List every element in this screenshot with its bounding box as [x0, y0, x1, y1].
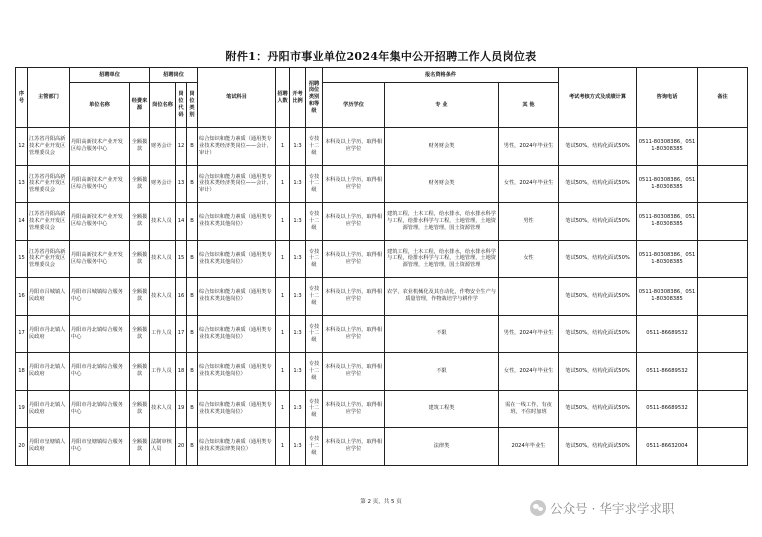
cell-major: 农学，农业机械化及其自动化，作物安全生产与质量管理，作物栽培学与耕作学: [385, 278, 499, 316]
header-post-name: 岗位名称: [150, 83, 176, 128]
header-grade: 招聘岗位类别和等级: [306, 68, 323, 128]
cell-subject: 综合知识和能力素质（通用类专业技术类经济类岗位——会计、审计）: [198, 128, 276, 166]
cell-count: 1: [276, 315, 290, 353]
cell-assessment: 笔试50%，结构化面试50%: [559, 315, 637, 353]
cell-unit: 丹阳市丹北镇综合服务中心: [70, 390, 130, 428]
cell-code: 12: [176, 128, 187, 166]
cell-assessment: 笔试50%，结构化面试50%: [559, 278, 637, 316]
cell-note: [698, 240, 748, 278]
cell-education: 本科及以上学历，取得相应学位: [323, 128, 385, 166]
header-unit-group: 招聘单位: [70, 68, 150, 83]
header-unit-name: 单位名称: [70, 83, 130, 128]
cell-dept: 丹阳市丹北镇人民政府: [28, 315, 70, 353]
cell-funding: 全额拨款: [130, 128, 150, 166]
header-note: 备注: [698, 68, 748, 128]
cell-education: 本科及以上学历，取得相应学位: [323, 390, 385, 428]
cell-dept: 江苏省丹阳高新技术产业开发区管理委员会: [28, 128, 70, 166]
cell-phone: 0511-86689532: [637, 390, 698, 428]
cell-unit: 丹阳高新技术产业开发区综合服务中心: [70, 165, 130, 203]
cell-education: 本科及以上学历，取得相应学位: [323, 315, 385, 353]
cell-dept: 江苏省丹阳高新技术产业开发区管理委员会: [28, 240, 70, 278]
cell-unit: 丹阳市丹北镇综合服务中心: [70, 353, 130, 391]
cell-note: [698, 165, 748, 203]
cell-phone: 0511-80308386，0511-80308385: [637, 203, 698, 241]
cell-post: 财务会计: [150, 128, 176, 166]
recruitment-table: [15, 67, 748, 466]
cell-count: 1: [276, 353, 290, 391]
cell-major: 不限: [385, 353, 499, 391]
header-major: 专 业: [385, 83, 499, 128]
cell-assessment: 笔试50%，结构化面试50%: [559, 203, 637, 241]
cell-ratio: 1:3: [290, 390, 306, 428]
table-row: [16, 278, 748, 316]
cell-seq: 20: [16, 428, 28, 466]
cell-post: 技术人员: [150, 278, 176, 316]
header-funding: 经费来源: [130, 83, 150, 128]
cell-other: 需在一线工作，有夜班，不住时加班: [499, 390, 559, 428]
cell-subject: 综合知识和能力素质（通用类专业技术类其他岗位）: [198, 353, 276, 391]
cell-grade: 专技十二级: [306, 353, 323, 391]
wechat-icon: [530, 500, 546, 516]
cell-education: 本科及以上学历，取得相应学位: [323, 203, 385, 241]
cell-count: 1: [276, 203, 290, 241]
cell-note: [698, 203, 748, 241]
cell-assessment: 笔试50%，结构化面试50%: [559, 128, 637, 166]
cell-assessment: 笔试50%，结构化面试50%: [559, 353, 637, 391]
cell-phone: 0511-80308386，0511-80308385: [637, 240, 698, 278]
cell-major: 不限: [385, 315, 499, 353]
cell-education: 本科及以上学历，取得相应学位: [323, 278, 385, 316]
table-row: [16, 165, 748, 203]
header-written-subject: 笔试科目: [198, 68, 276, 128]
cell-other: [499, 278, 559, 316]
table-row: [16, 390, 748, 428]
cell-grade: 专技十二级: [306, 165, 323, 203]
cell-post: 财务会计: [150, 165, 176, 203]
cell-phone: 0511-80308386，0511-80308385: [637, 278, 698, 316]
cell-subject: 综合知识和能力素质（通用类专业技术类其他岗位）: [198, 240, 276, 278]
cell-code: 19: [176, 390, 187, 428]
cell-post: 技术人员: [150, 203, 176, 241]
cell-unit: 丹阳市丹北镇综合服务中心: [70, 315, 130, 353]
cell-code: 15: [176, 240, 187, 278]
cell-funding: 全额拨款: [130, 203, 150, 241]
table-row: [16, 203, 748, 241]
cell-code: 13: [176, 165, 187, 203]
cell-code: 18: [176, 353, 187, 391]
cell-type: B: [187, 428, 198, 466]
cell-subject: 综合知识和能力素质（通用类专业技术类其他岗位）: [198, 390, 276, 428]
cell-unit: 丹阳高新技术产业开发区综合服务中心: [70, 128, 130, 166]
cell-funding: 全额拨款: [130, 353, 150, 391]
cell-subject: 综合知识和能力素质（通用类专业技术类其他岗位）: [198, 203, 276, 241]
cell-type: B: [187, 390, 198, 428]
cell-dept: 丹阳市丹北镇人民政府: [28, 353, 70, 391]
cell-grade: 专技十二级: [306, 315, 323, 353]
cell-unit: 丹阳市吕城镇综合服务中心: [70, 278, 130, 316]
cell-subject: 综合知识和能力素质（通用类专业技术类法律类岗位）: [198, 428, 276, 466]
cell-phone: 0511-86632004: [637, 428, 698, 466]
cell-assessment: 笔试50%，结构化面试50%: [559, 240, 637, 278]
cell-funding: 全额拨款: [130, 390, 150, 428]
header-post-code: 岗位代码: [176, 83, 187, 128]
cell-seq: 15: [16, 240, 28, 278]
cell-count: 1: [276, 428, 290, 466]
cell-ratio: 1:3: [290, 165, 306, 203]
cell-funding: 全额拨款: [130, 278, 150, 316]
cell-code: 20: [176, 428, 187, 466]
cell-unit: 丹阳市皇塘镇综合服务中心: [70, 428, 130, 466]
cell-subject: 综合知识和能力素质（通用类专业技术类其他岗位）: [198, 278, 276, 316]
cell-seq: 14: [16, 203, 28, 241]
watermark: [530, 498, 674, 518]
cell-note: [698, 390, 748, 428]
header-cond-group: 报名资格条件: [323, 68, 559, 83]
cell-funding: 全额拨款: [130, 315, 150, 353]
cell-funding: 全额拨款: [130, 165, 150, 203]
cell-type: B: [187, 203, 198, 241]
cell-count: 1: [276, 240, 290, 278]
table-row: [16, 353, 748, 391]
cell-assessment: 笔试50%，结构化面试50%: [559, 428, 637, 466]
table-row: [16, 315, 748, 353]
table-row: [16, 240, 748, 278]
cell-type: B: [187, 278, 198, 316]
cell-grade: 专技十二级: [306, 428, 323, 466]
cell-grade: 专技十二级: [306, 240, 323, 278]
header-post-group: 招聘岗位: [150, 68, 198, 83]
cell-ratio: 1:3: [290, 278, 306, 316]
cell-note: [698, 315, 748, 353]
cell-seq: 17: [16, 315, 28, 353]
cell-major: 建筑工程类: [385, 390, 499, 428]
cell-dept: 江苏省丹阳高新技术产业开发区管理委员会: [28, 165, 70, 203]
cell-major: 建筑工程，土木工程，给水排水，给水排水科学与工程，给排水科学与工程，土地管理，土地资源管理，土地管理，国土资源管理: [385, 203, 499, 241]
cell-phone: 0511-80308386，0511-80308385: [637, 165, 698, 203]
cell-post: 技术人员: [150, 240, 176, 278]
cell-other: 女性，2024年毕业生: [499, 353, 559, 391]
cell-post: 技术人员: [150, 390, 176, 428]
cell-assessment: 笔试50%，结构化面试50%: [559, 390, 637, 428]
cell-post: 工作人员: [150, 353, 176, 391]
cell-grade: 专技十二级: [306, 278, 323, 316]
header-assessment: 考试考核方式及成绩计算: [559, 68, 637, 128]
cell-post: 法制审核人员: [150, 428, 176, 466]
cell-dept: 丹阳市皇塘镇人民政府: [28, 428, 70, 466]
header-count: 招聘人数: [276, 68, 290, 128]
header-dept: 主管部门: [28, 68, 70, 128]
cell-count: 1: [276, 390, 290, 428]
header-phone: 咨询电话: [637, 68, 698, 128]
cell-dept: 丹阳市吕城镇人民政府: [28, 278, 70, 316]
watermark-text: 公众号 · 华宇求学求职: [550, 501, 675, 516]
cell-type: B: [187, 165, 198, 203]
cell-other: 男性，2024年毕业生: [499, 128, 559, 166]
cell-grade: 专技十二级: [306, 203, 323, 241]
cell-seq: 16: [16, 278, 28, 316]
cell-subject: 综合知识和能力素质（通用类专业技术类经济类岗位——会计、审计）: [198, 165, 276, 203]
cell-education: 本科及以上学历，取得相应学位: [323, 353, 385, 391]
cell-type: B: [187, 128, 198, 166]
cell-funding: 全额拨款: [130, 240, 150, 278]
cell-count: 1: [276, 165, 290, 203]
cell-note: [698, 278, 748, 316]
cell-ratio: 1:3: [290, 315, 306, 353]
table-row: [16, 128, 748, 166]
cell-code: 16: [176, 278, 187, 316]
cell-other: 女性: [499, 240, 559, 278]
cell-unit: 丹阳高新技术产业开发区综合服务中心: [70, 240, 130, 278]
cell-assessment: 笔试50%，结构化面试50%: [559, 165, 637, 203]
cell-type: B: [187, 353, 198, 391]
cell-ratio: 1:3: [290, 353, 306, 391]
cell-ratio: 1:3: [290, 428, 306, 466]
cell-seq: 19: [16, 390, 28, 428]
cell-code: 17: [176, 315, 187, 353]
cell-major: 财务财会类: [385, 128, 499, 166]
header-other: 其 他: [499, 83, 559, 128]
cell-phone: 0511-86689532: [637, 315, 698, 353]
cell-phone: 0511-80308386，0511-80308385: [637, 128, 698, 166]
cell-count: 1: [276, 278, 290, 316]
table-row: [16, 428, 748, 466]
cell-ratio: 1:3: [290, 240, 306, 278]
header-ratio: 开考比例: [290, 68, 306, 128]
cell-seq: 18: [16, 353, 28, 391]
cell-education: 本科及以上学历，取得相应学位: [323, 240, 385, 278]
cell-other: 男性: [499, 203, 559, 241]
header-education: 学历学位: [323, 83, 385, 128]
cell-grade: 专技十二级: [306, 390, 323, 428]
cell-dept: 江苏省丹阳高新技术产业开发区管理委员会: [28, 203, 70, 241]
header-seq: 序号: [16, 68, 28, 128]
cell-subject: 综合知识和能力素质（通用类专业技术类其他岗位）: [198, 315, 276, 353]
page-footer: 第 2 页，共 5 页: [360, 499, 402, 505]
cell-ratio: 1:3: [290, 128, 306, 166]
cell-note: [698, 128, 748, 166]
cell-education: 本科及以上学历，取得相应学位: [323, 165, 385, 203]
cell-unit: 丹阳高新技术产业开发区综合服务中心: [70, 203, 130, 241]
cell-seq: 12: [16, 128, 28, 166]
header-post-type: 岗位类别: [187, 83, 198, 128]
cell-count: 1: [276, 128, 290, 166]
cell-type: B: [187, 240, 198, 278]
cell-other: 女性，2024年毕业生: [499, 165, 559, 203]
cell-dept: 丹阳市丹北镇人民政府: [28, 390, 70, 428]
cell-code: 14: [176, 203, 187, 241]
cell-funding: 全额拨款: [130, 428, 150, 466]
page-title: 附件1：丹阳市事业单位2024年集中公开招聘工作人员岗位表: [225, 50, 537, 63]
cell-type: B: [187, 315, 198, 353]
cell-major: 建筑工程，土木工程，给水排水，给水排水科学与工程，给排水科学与工程，土地管理，土地资源管理，土地管理，国土资源管理: [385, 240, 499, 278]
cell-grade: 专技十二级: [306, 128, 323, 166]
cell-major: 法律类: [385, 428, 499, 466]
cell-seq: 13: [16, 165, 28, 203]
cell-phone: 0511-86689532: [637, 353, 698, 391]
cell-post: 工作人员: [150, 315, 176, 353]
cell-education: 本科及以上学历，取得相应学位: [323, 428, 385, 466]
cell-note: [698, 353, 748, 391]
cell-ratio: 1:3: [290, 203, 306, 241]
cell-other: 2024年毕业生: [499, 428, 559, 466]
cell-major: 财务财会类: [385, 165, 499, 203]
cell-other: 男性，2024年毕业生: [499, 315, 559, 353]
cell-note: [698, 428, 748, 466]
